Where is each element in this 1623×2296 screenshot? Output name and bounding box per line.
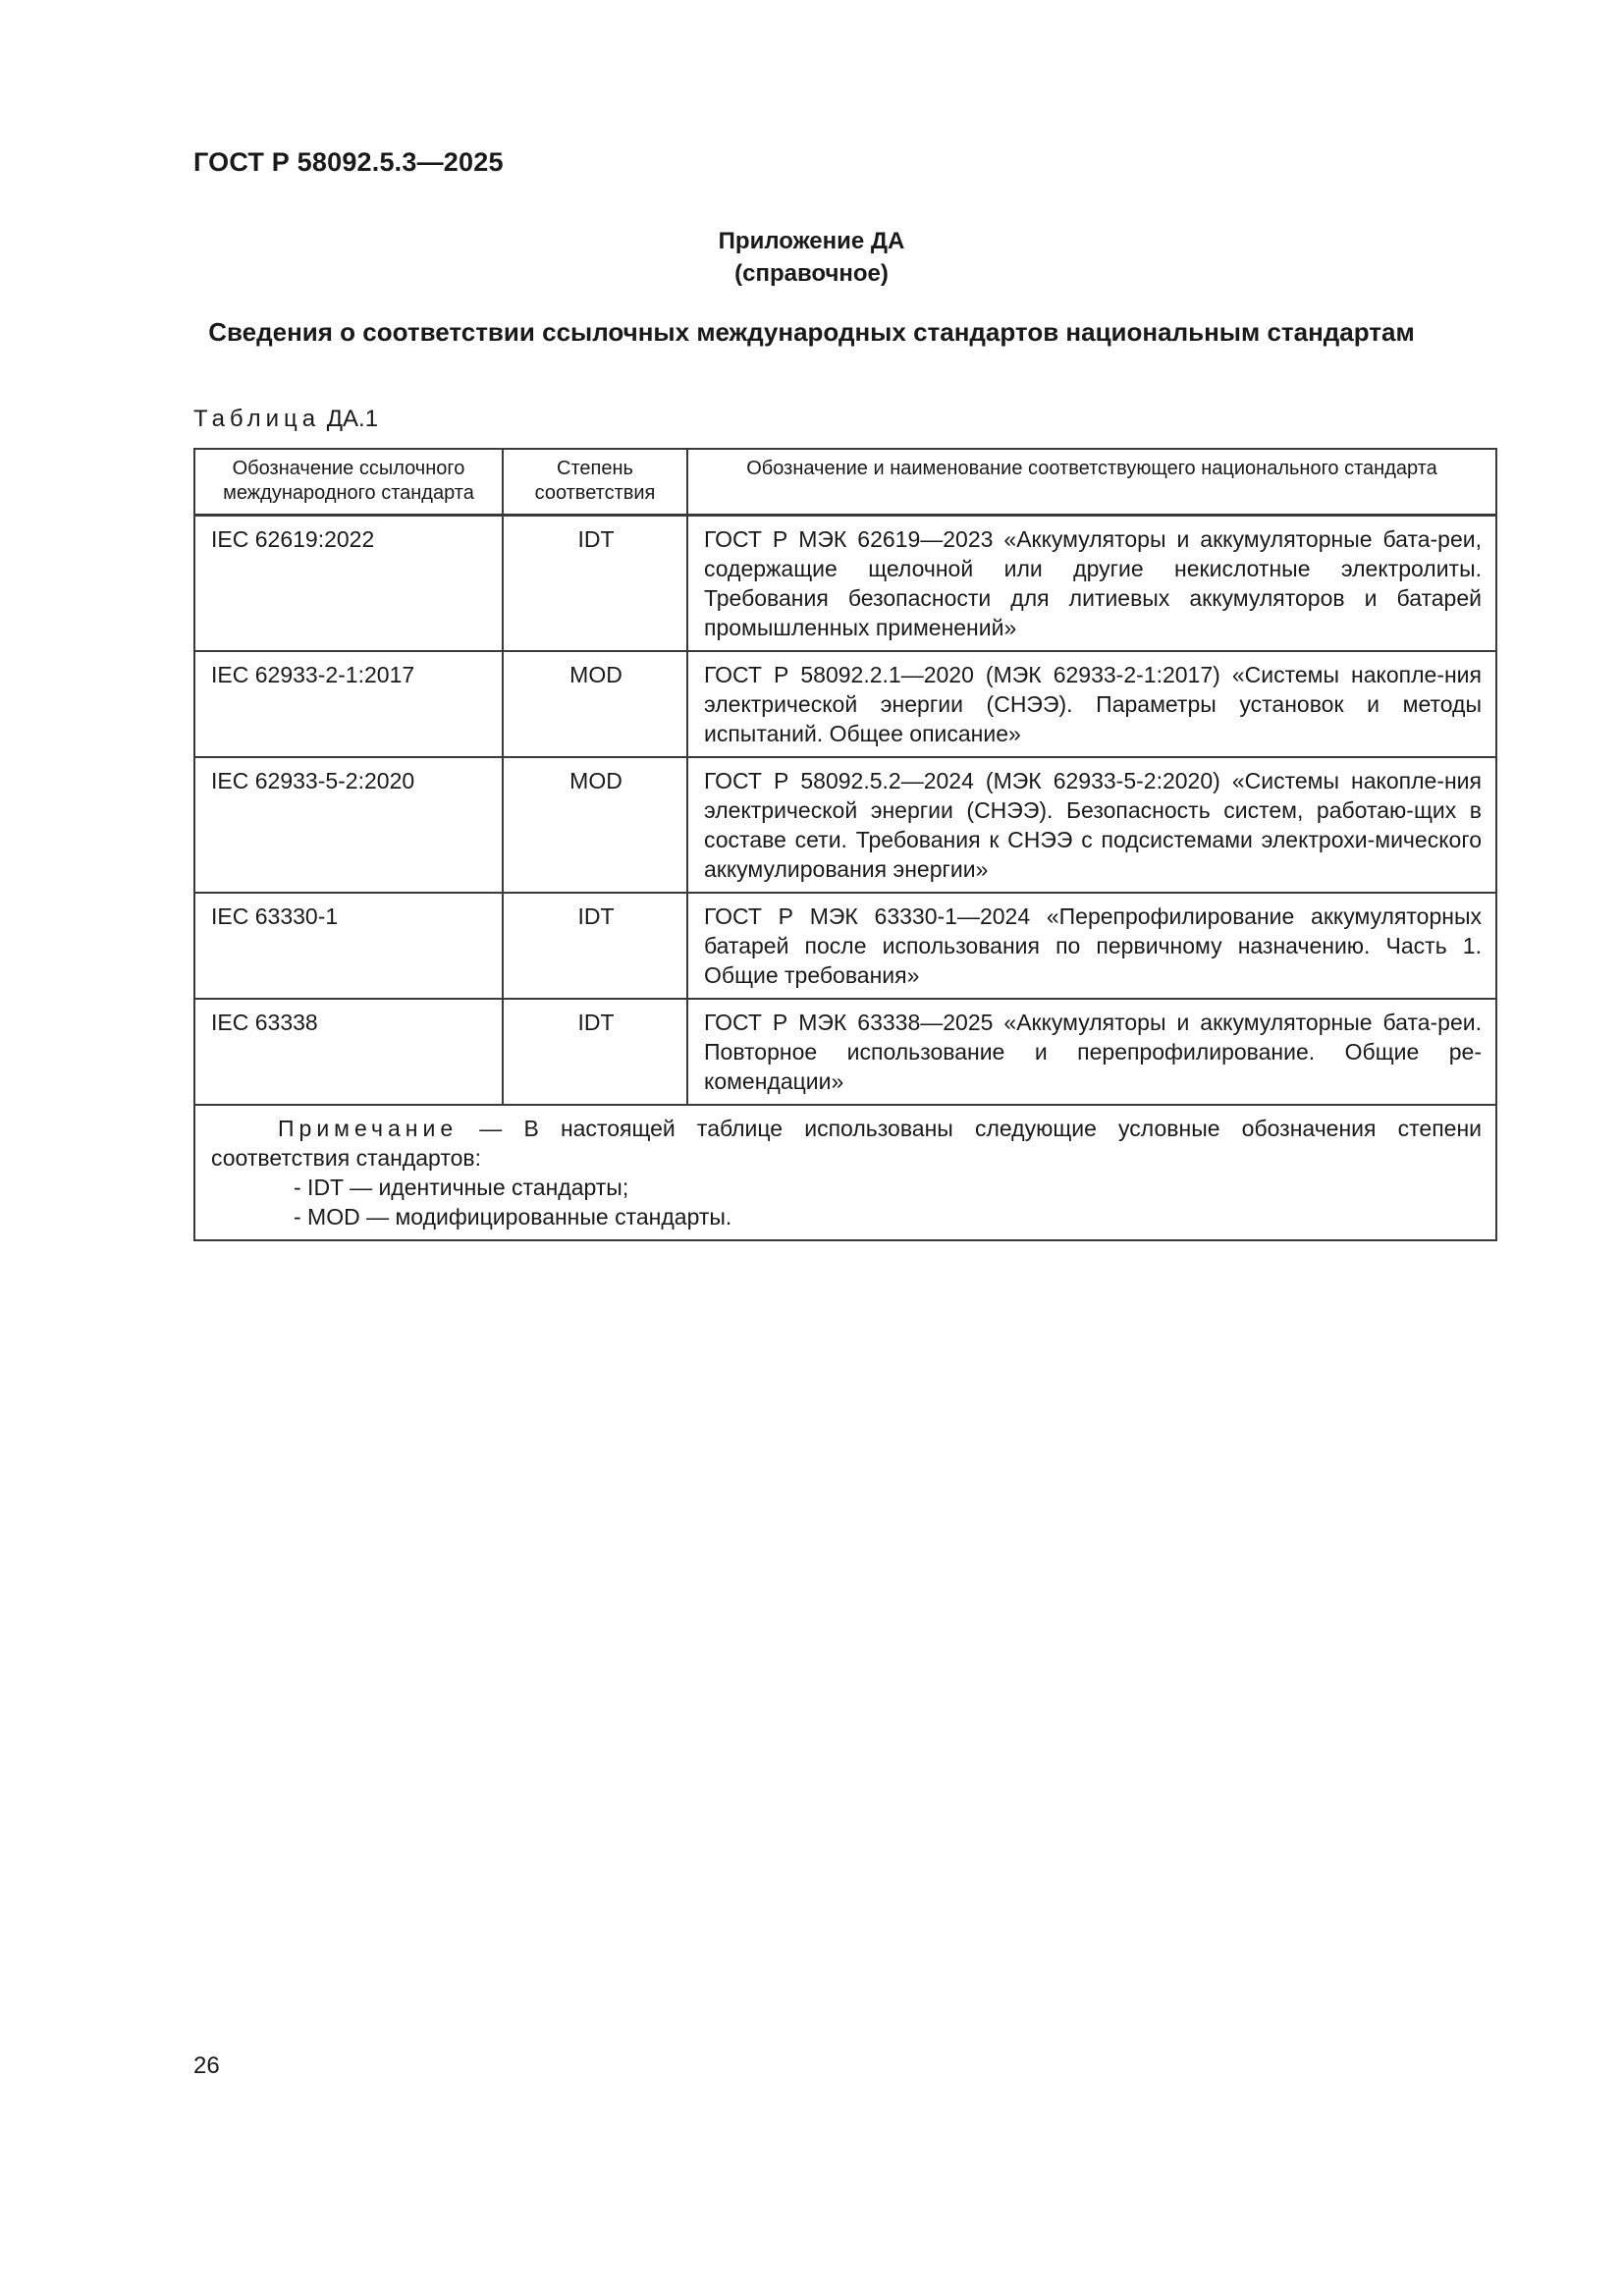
- standard-code: ГОСТ Р 58092.5.3—2025: [193, 147, 504, 177]
- national-standard-cell: ГОСТ Р МЭК 63330-1—2024 «Перепрофилирование аккумуляторных батарей после использования по первичному назначению. Часть 1. Общие требования»: [687, 893, 1496, 999]
- intl-standard-cell: IEC 62933-5-2:2020: [194, 757, 503, 893]
- table-note: [194, 1105, 1496, 1240]
- document-title: Сведения о соответствии ссылочных международных стандартов национальным стандартам: [208, 317, 1415, 347]
- table-row: [194, 757, 1496, 893]
- national-standard-cell: ГОСТ Р МЭК 63338—2025 «Аккумуляторы и аккумуляторные бата-реи. Повторное использование и перепрофилирование. Общие ре-комендации»: [687, 999, 1496, 1105]
- intl-standard-cell: IEC 63330-1: [194, 893, 503, 999]
- table-caption: [193, 406, 378, 433]
- correspondence-table: [193, 448, 1497, 1241]
- table-note-row: [194, 1105, 1496, 1240]
- table-row: [194, 893, 1496, 999]
- intl-standard-cell: IEC 62619:2022: [194, 516, 503, 652]
- national-standard-cell: ГОСТ Р МЭК 62619—2023 «Аккумуляторы и аккумуляторные бата-реи, содержащие щелочной или другие некислотные электролиты. Требования безопасности для литиевых аккумуляторов и батарей промышленных применений»: [687, 516, 1496, 652]
- degree-cell: IDT: [503, 893, 687, 999]
- page-number: 26: [193, 2052, 220, 2079]
- note-text: — В настоящей таблице использованы следующие условные обозначения степени соответствия стандартов:: [211, 1116, 1482, 1171]
- intl-standard-cell: IEC 62933-2-1:2017: [194, 651, 503, 757]
- note-item-idt: - IDT — идентичные стандарты;: [294, 1175, 629, 1200]
- degree-cell: IDT: [503, 999, 687, 1105]
- note-item-mod: - MOD — модифицированные стандарты.: [294, 1204, 732, 1230]
- appendix-kind: (справочное): [734, 260, 889, 287]
- intl-standard-cell: IEC 63338: [194, 999, 503, 1105]
- appendix-title: Приложение ДА: [718, 228, 905, 254]
- header-intl-standard: Обозначение ссылочного международного стандарта: [194, 449, 503, 516]
- table-caption-number: ДА.1: [326, 406, 379, 432]
- table-header-row: [194, 449, 1496, 516]
- table-row: [194, 651, 1496, 757]
- note-paragraph: [211, 1114, 1482, 1173]
- national-standard-cell: ГОСТ Р 58092.5.2—2024 (МЭК 62933-5-2:2020) «Системы накопле-ния электрической энергии (СНЭЭ). Безопасность систем, работаю-щих в составе сети. Требования к СНЭЭ с подсистемами электрохи-мического аккумулирования энергии»: [687, 757, 1496, 893]
- note-label: Примечание: [278, 1116, 459, 1141]
- table-row: [194, 516, 1496, 652]
- table-caption-word: Таблица: [193, 406, 321, 432]
- appendix-heading: [0, 225, 1623, 290]
- header-national-standard: Обозначение и наименование соответствующего национального стандарта: [687, 449, 1496, 516]
- degree-cell: MOD: [503, 651, 687, 757]
- header-degree: Степень соответствия: [503, 449, 687, 516]
- degree-cell: MOD: [503, 757, 687, 893]
- degree-cell: IDT: [503, 516, 687, 652]
- national-standard-cell: ГОСТ Р 58092.2.1—2020 (МЭК 62933-2-1:2017) «Системы накопле-ния электрической энергии (СНЭЭ). Параметры установок и методы испытаний. Общее описание»: [687, 651, 1496, 757]
- table-row: [194, 999, 1496, 1105]
